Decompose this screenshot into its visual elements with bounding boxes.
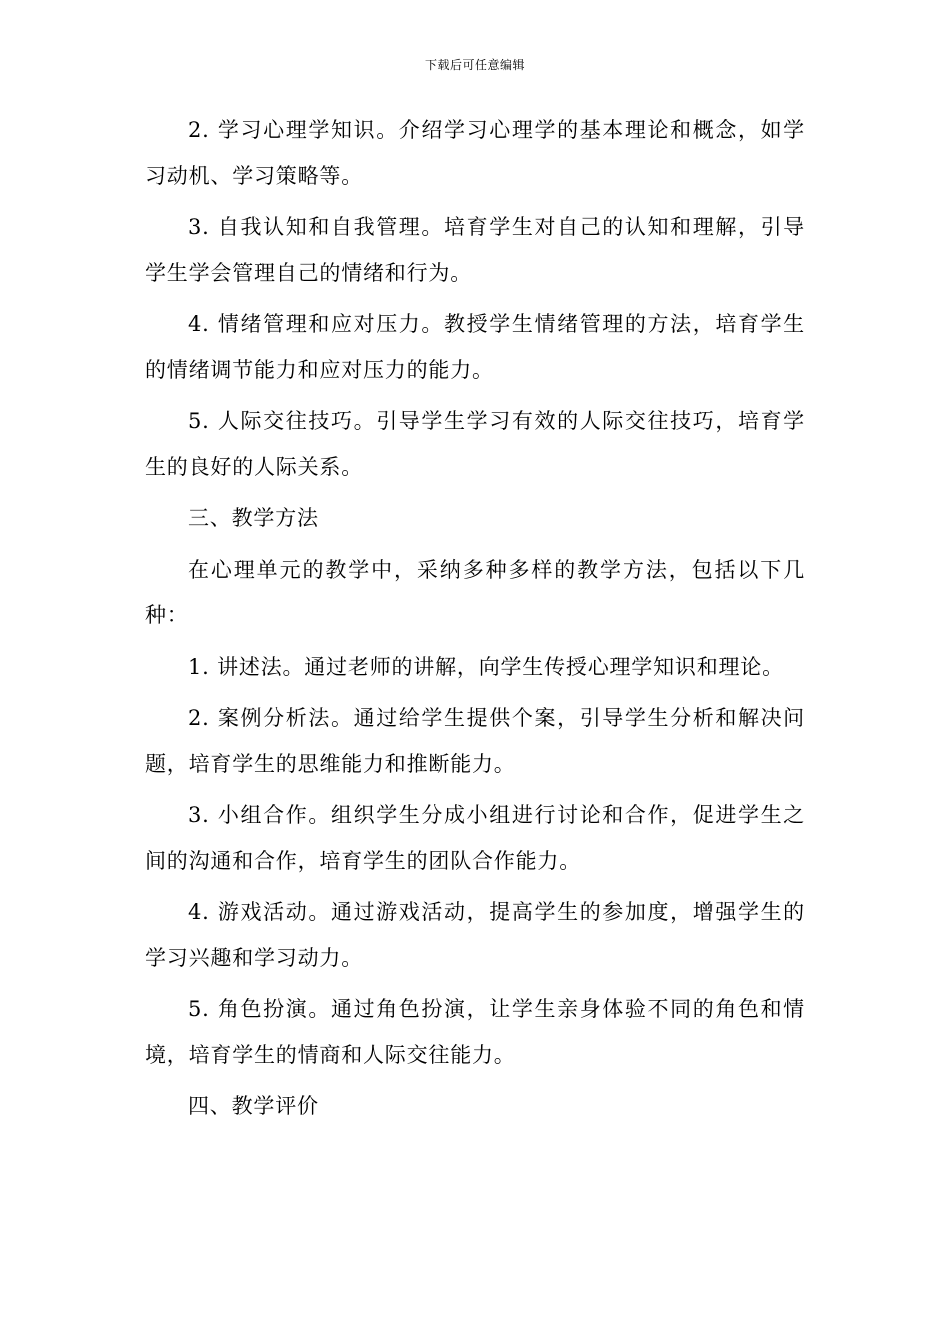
paragraph-2: 3. 自我认知和自我管理。培育学生对自己的认知和理解，引导学生学会管理自己的情绪和行为。 bbox=[145, 215, 805, 285]
paragraph-11: 5. 角色扮演。通过角色扮演，让学生亲身体验不同的角色和情境，培育学生的情商和人际交往能力。 bbox=[145, 997, 805, 1067]
paragraph-6: 在心理单元的教学中，采纳多种多样的教学方法，包括以下几种： bbox=[145, 557, 805, 627]
document-body bbox=[145, 108, 805, 1130]
page-header: 下载后可任意编辑 bbox=[424, 58, 525, 72]
paragraph-9: 3. 小组合作。组织学生分成小组进行讨论和合作，促进学生之间的沟通和合作，培育学生的团队合作能力。 bbox=[145, 803, 805, 873]
paragraph-3: 4. 情绪管理和应对压力。教授学生情绪管理的方法，培育学生的情绪调节能力和应对压力的能力。 bbox=[145, 312, 805, 382]
section-heading-teaching-evaluation: 四、教学评价 bbox=[188, 1094, 319, 1118]
section-heading-teaching-methods: 三、教学方法 bbox=[188, 506, 319, 530]
paragraph-8: 2. 案例分析法。通过给学生提供个案，引导学生分析和解决问题，培育学生的思维能力和推断能力。 bbox=[145, 706, 805, 776]
paragraph-4: 5. 人际交往技巧。引导学生学习有效的人际交往技巧，培育学生的良好的人际关系。 bbox=[145, 409, 805, 479]
paragraph-10: 4. 游戏活动。通过游戏活动，提高学生的参加度，增强学生的学习兴趣和学习动力。 bbox=[145, 900, 805, 970]
paragraph-7: 1. 讲述法。通过老师的讲解，向学生传授心理学知识和理论。 bbox=[188, 654, 784, 679]
paragraph-1: 2. 学习心理学知识。介绍学习心理学的基本理论和概念，如学习动机、学习策略等。 bbox=[145, 118, 805, 188]
